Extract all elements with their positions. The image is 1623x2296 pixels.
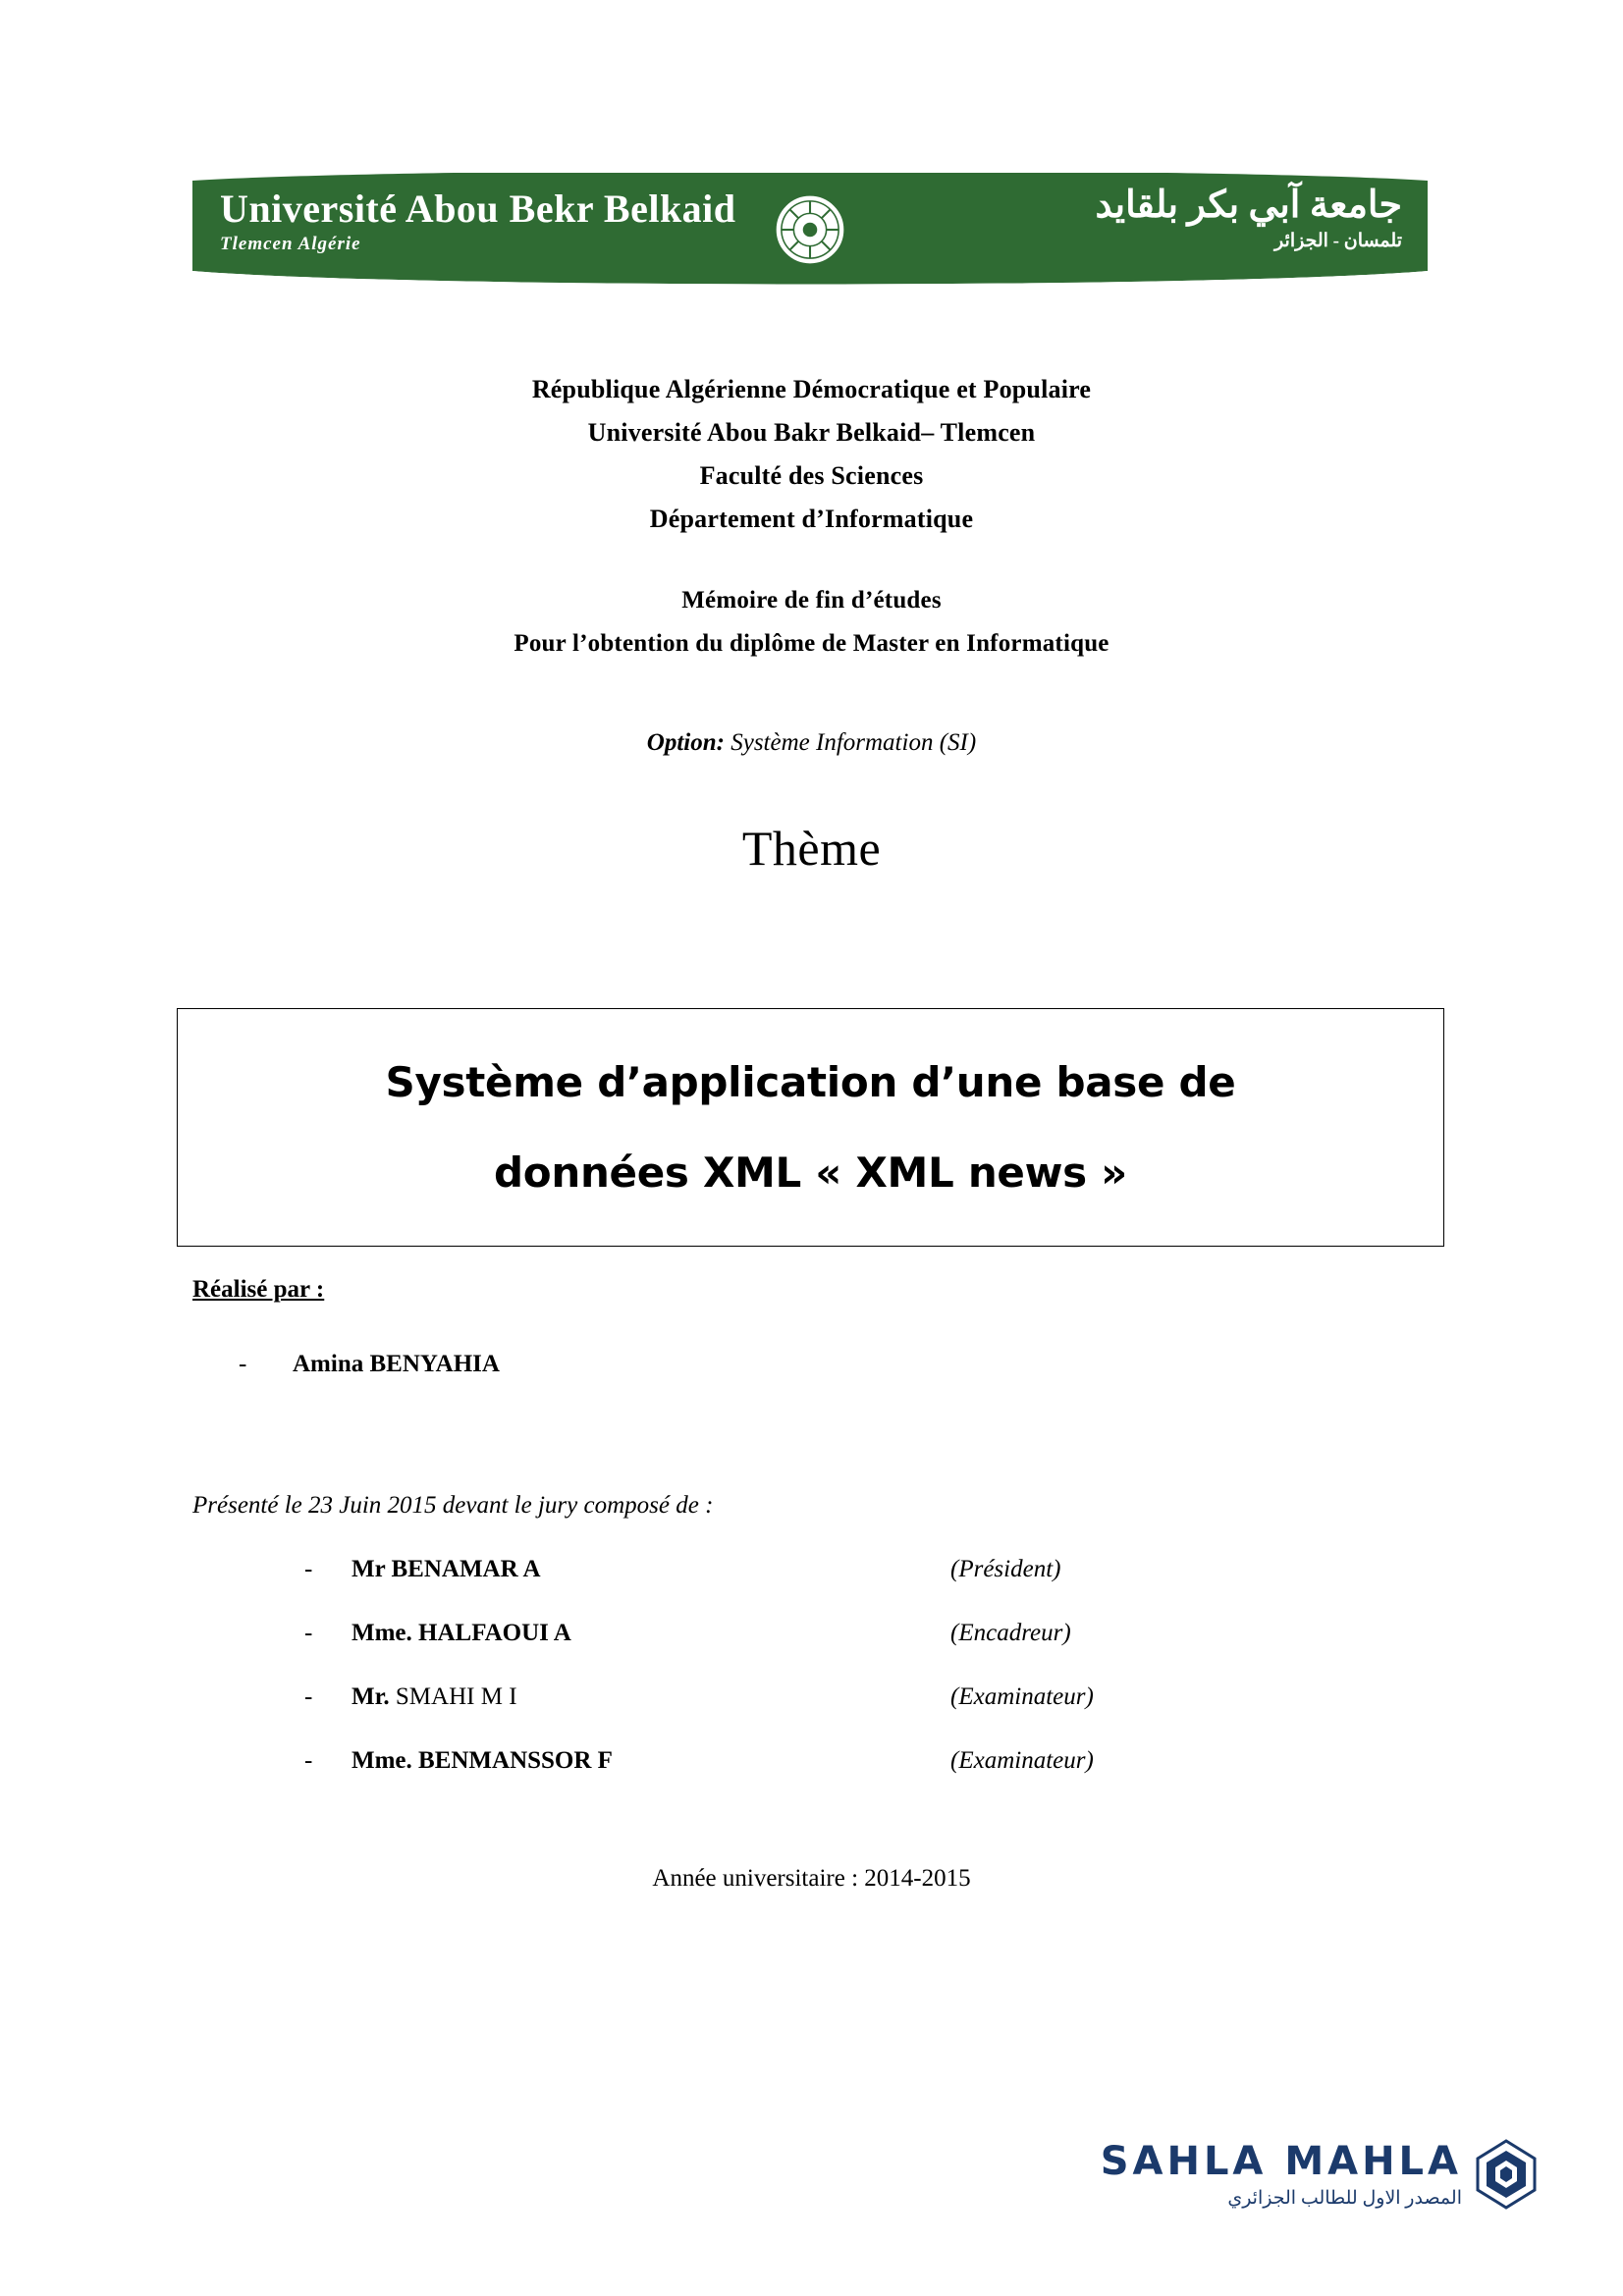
theme-block bbox=[0, 820, 1623, 877]
banner-university-name-ar: جامعة آبي بكر بلقايد bbox=[1095, 185, 1402, 226]
banner-university-name-fr: Université Abou Bekr Belkaid bbox=[220, 187, 736, 231]
jury-member-list bbox=[304, 1556, 1188, 1811]
author-bullet: - bbox=[239, 1351, 247, 1377]
thesis-title-line-2: données XML « XML news » bbox=[494, 1148, 1127, 1197]
jury-member-name: Mr. SMAHI M I bbox=[352, 1683, 517, 1710]
banner-location-ar: تلمسان - الجزائر bbox=[1274, 231, 1402, 251]
heading-line-republic: République Algérienne Démocratique et Populaire bbox=[531, 375, 1092, 403]
jury-bullet: - bbox=[304, 1747, 313, 1774]
heading-line-diploma: Pour l’obtention du diplôme de Master en Informatique bbox=[514, 630, 1109, 657]
jury-bullet: - bbox=[304, 1683, 313, 1710]
option-value: Système Information (SI) bbox=[724, 729, 977, 756]
watermark-text-group bbox=[1101, 2140, 1462, 2210]
heading-line-department: Département d’Informatique bbox=[649, 505, 974, 533]
jury-member-role: (Président) bbox=[950, 1556, 1061, 1582]
thesis-title-line-1: Système d’application d’une base de bbox=[385, 1057, 1236, 1106]
jury-row bbox=[304, 1683, 1188, 1747]
watermark-arabic-text: المصدر الاول للطالب الجزائري bbox=[1227, 2187, 1462, 2209]
author-list-item bbox=[239, 1351, 500, 1378]
sahla-mahla-logo-icon bbox=[1476, 2139, 1537, 2210]
jury-intro-text: Présenté le 23 Juin 2015 devant le jury composé de : bbox=[192, 1492, 714, 1519]
jury-member-role: (Examinateur) bbox=[950, 1747, 1094, 1774]
jury-row bbox=[304, 1556, 1188, 1620]
jury-row bbox=[304, 1620, 1188, 1683]
jury-member-name: Mme. BENMANSSOR F bbox=[352, 1747, 613, 1774]
heading-line-faculty: Faculté des Sciences bbox=[699, 461, 924, 490]
university-header-banner bbox=[192, 173, 1428, 289]
institution-heading-block bbox=[0, 368, 1623, 541]
banner-right-text-group bbox=[1096, 183, 1402, 252]
jury-member-role: (Encadreur) bbox=[950, 1620, 1071, 1646]
university-seal-icon bbox=[759, 179, 861, 281]
jury-row bbox=[304, 1747, 1188, 1811]
heading-line-university: Université Abou Bakr Belkaid– Tlemcen bbox=[587, 418, 1036, 447]
watermark-brand-text: SAHLA MAHLA bbox=[1100, 2138, 1462, 2184]
option-line bbox=[0, 729, 1623, 757]
realise-par-heading: Réalisé par : bbox=[192, 1276, 325, 1303]
thesis-title-box bbox=[177, 1008, 1444, 1247]
jury-bullet: - bbox=[304, 1556, 313, 1582]
banner-left-text-group bbox=[220, 187, 736, 255]
jury-member-name: Mme. HALFAOUI A bbox=[352, 1620, 571, 1646]
academic-year-text: Année universitaire : 2014-2015 bbox=[652, 1865, 971, 1892]
jury-member-role: (Examinateur) bbox=[950, 1683, 1094, 1710]
author-name: Amina BENYAHIA bbox=[293, 1351, 500, 1377]
option-label: Option: bbox=[646, 729, 725, 756]
theme-label: Thème bbox=[741, 821, 882, 876]
jury-bullet: - bbox=[304, 1620, 313, 1646]
watermark bbox=[1101, 2139, 1537, 2210]
heading-line-memoire: Mémoire de fin d’études bbox=[681, 587, 942, 614]
banner-location-fr: Tlemcen Algérie bbox=[220, 234, 361, 254]
option-block bbox=[0, 729, 1623, 757]
degree-heading-block bbox=[0, 579, 1623, 666]
jury-member-name: Mr BENAMAR A bbox=[352, 1556, 541, 1582]
